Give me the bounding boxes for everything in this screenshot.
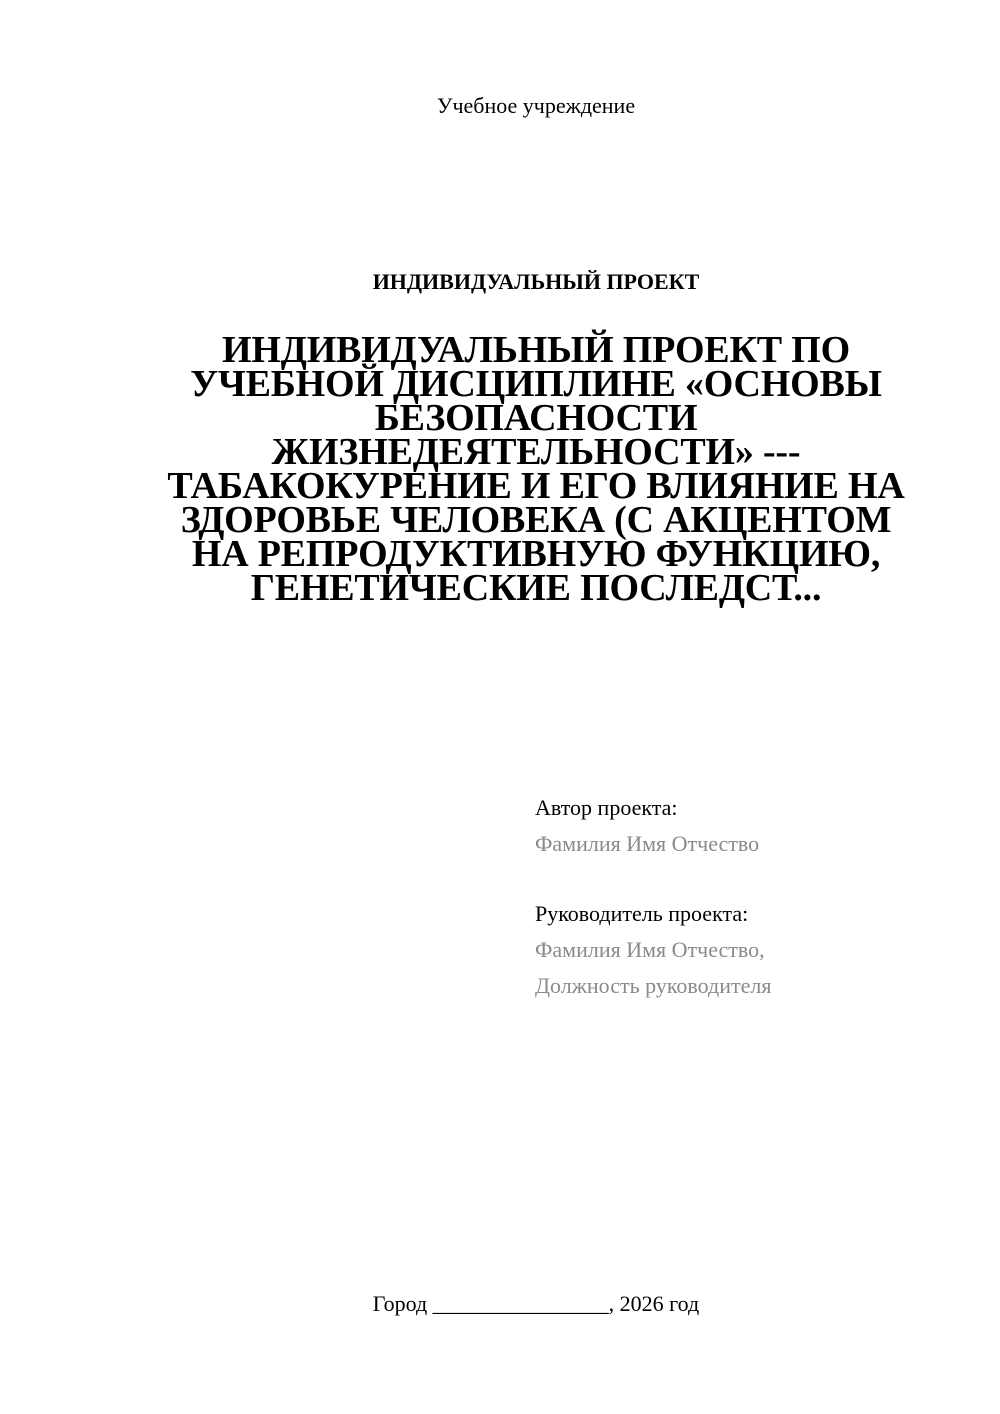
project-title: ИНДИВИДУАЛЬНЫЙ ПРОЕКТ ПО УЧЕБНОЙ ДИСЦИПЛИНЕ «ОСНОВЫ БЕЗОПАСНОСТИ ЖИЗНЕДЕЯТЕЛЬНОСТИ» --- ТАБАКОКУРЕНИЕ И ЕГО ВЛИЯНИЕ НА ЗДОРОВЬЕ ЧЕЛОВЕКА (С АКЦЕНТОМ НА РЕПРОДУКТИВНУЮ ФУНКЦИЮ, ГЕНЕТИЧЕСКИЕ ПОСЛЕДСТ... [167,329,905,609]
institution-name: Учебное учреждение [436,93,636,118]
author-name-placeholder: Фамилия Имя Отчество [535,831,760,856]
author-label: Автор проекта: [535,795,678,820]
credits-block [535,790,975,1004]
document-type-label: ИНДИВИДУАЛЬНЫЙ ПРОЕКТ [372,269,700,294]
credits-spacer [535,862,975,896]
city-year-line: Город ________________, 2026 год [372,1291,700,1316]
supervisor-position-placeholder: Должность руководителя [535,973,772,998]
supervisor-name-placeholder: Фамилия Имя Отчество, [535,937,765,962]
supervisor-label: Руководитель проекта: [535,901,749,926]
